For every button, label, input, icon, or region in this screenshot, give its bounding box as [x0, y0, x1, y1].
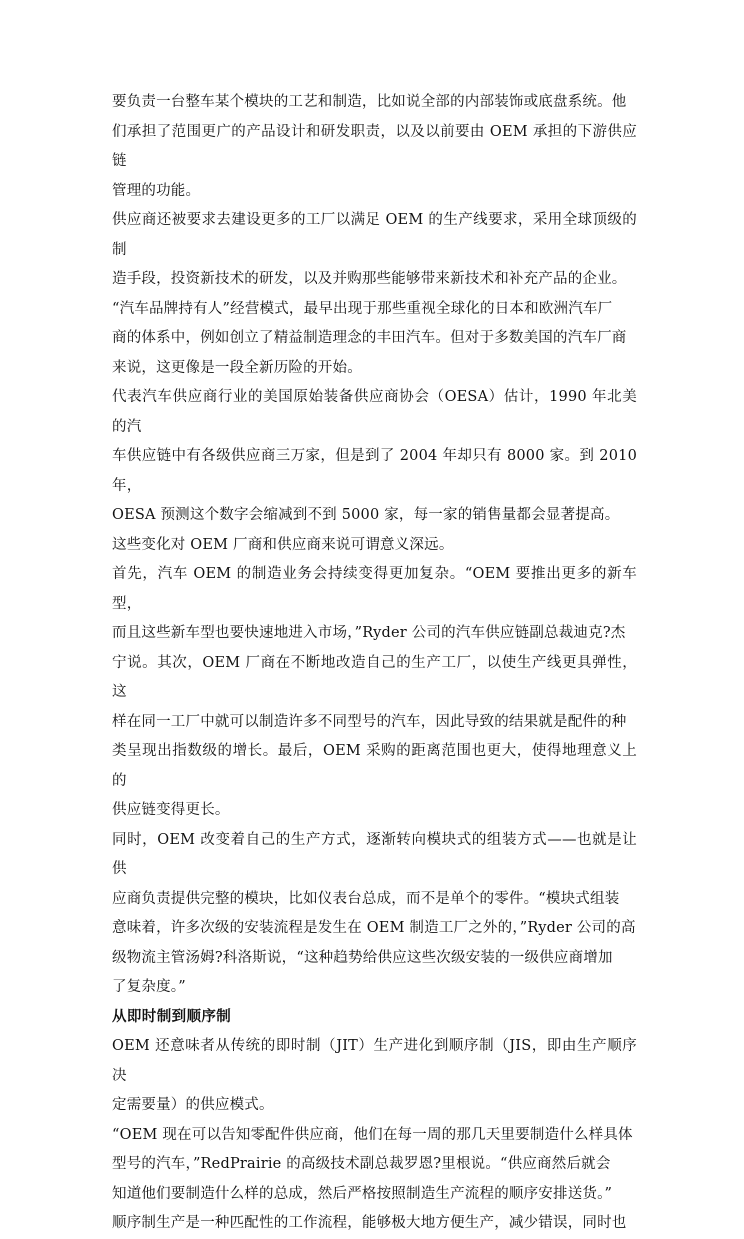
paragraph-2: 供应商还被要求去建设更多的工厂以满足 OEM 的生产线要求，采用全球顶级的制 造手段，投资新技术的研发，以及并购那些能够带来新技术和补充产品的企业。: [112, 212, 637, 287]
paragraph-1: 要负责一台整车某个模块的工艺和制造，比如说全部的内部装饰或底盘系统。他 们承担了范围更广的产品设计和研发职责，以及以前要由 OEM 承担的下游供应链 管理的功能。: [112, 94, 637, 199]
paragraph-7: 同时，OEM 改变着自己的生产方式，逐渐转向模块式的组装方式——也就是让供 应商负责提供完整的模块，比如仪表台总成，而不是单个的零件。“模块式组装 意味着，许多次级的安装流程是发生在 OEM 制造工厂之外的，”Ryder 公司的高 级物流主管汤姆?科洛斯说，“这种趋势给供应这些次级安装的一级供应商增加 了复杂度。”: [112, 831, 637, 995]
paragraph-10: 顺序制生产是一种匹配性的工作流程，能够极大地方便生产，减少错误，同时也: [112, 1215, 627, 1231]
paragraph-9: “OEM 现在可以告知零配件供应商，他们在每一周的那几天里要制造什么样具体 型号的汽车，”RedPrairie 的高级技术副总裁罗恩?里根说。“供应商然后就会 知道他们要制造什么样的总成，然后严格按照制造生产流程的顺序安排送货。”: [112, 1126, 633, 1202]
document-body: [112, 88, 637, 1239]
paragraph-3: “汽车品牌持有人”经营模式，最早出现于那些重视全球化的日本和欧洲汽车厂 商的体系中，例如创立了精益制造理念的丰田汽车。但对于多数美国的汽车厂商 来说，这更像是一段全新历险的开始。: [112, 300, 627, 376]
section-heading: 从即时制到顺序制: [112, 1008, 232, 1025]
paragraph-5: 这些变化对 OEM 厂商和供应商来说可谓意义深远。: [112, 536, 454, 553]
paragraph-6: 首先，汽车 OEM 的制造业务会持续变得更加复杂。“OEM 要推出更多的新车型， 而且这些新车型也要快速地进入市场，”Ryder 公司的汽车供应链副总裁迪克?杰 宁说。其次，OEM 厂商在不断地改造自己的生产工厂，以使生产线更具弹性，这 样在同一工厂中就可以制造许多不同型号的汽车，因此导致的结果就是配件的种 类呈现出指数级的增长。最后，OEM 采购的距离范围也更大，使得地理意义上的 供应链变得更长。: [112, 566, 637, 818]
paragraph-8: OEM 还意味者从传统的即时制（JIT）生产进化到顺序制（JIS，即由生产顺序决 定需要量）的供应模式。: [112, 1038, 637, 1113]
paragraph-4: 代表汽车供应商行业的美国原始装备供应商协会（OESA）估计，1990 年北美的汽 车供应链中有各级供应商三万家，但是到了 2004 年却只有 8000 家。到 2010 年， OESA 预测这个数字会缩减到不到 5000 家，每一家的销售量都会显著提高。: [112, 389, 637, 523]
